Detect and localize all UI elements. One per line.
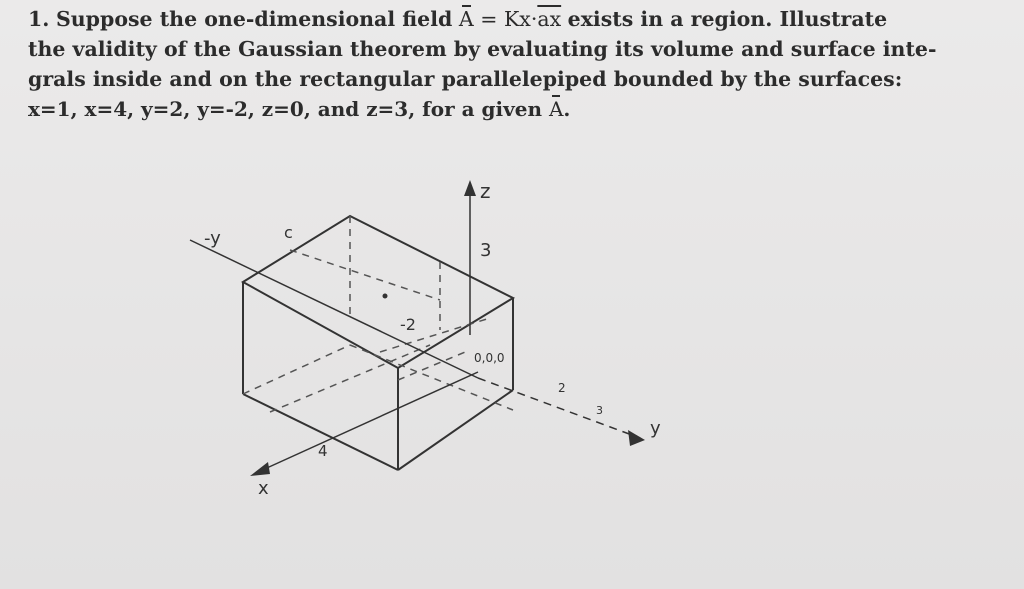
final-period: . xyxy=(563,97,571,121)
hidden-edge-inner-2 xyxy=(398,350,470,380)
problem-number: 1. xyxy=(28,7,50,31)
label-c: c xyxy=(284,223,293,242)
hidden-edge-inner-1 xyxy=(270,345,430,412)
label-x: x xyxy=(258,478,269,499)
problem-text-1a: Suppose the one-dimensional field xyxy=(55,7,453,31)
box-hidden-edges xyxy=(243,216,513,412)
center-dot xyxy=(383,294,388,299)
boundary-surfaces: x=1, x=4, y=2, y=-2, z=0, and z=3, for a given xyxy=(28,97,542,121)
vector-a-symbol-2: A xyxy=(549,94,563,124)
hidden-edge-inner-3 xyxy=(380,318,490,352)
label-neg-y: -y xyxy=(204,228,221,249)
label-y: y xyxy=(650,418,661,439)
unit-vector-ax: $\overline{ax}$ xyxy=(537,7,562,31)
label-origin: 0,0,0 xyxy=(474,351,505,365)
field-coefficient: Kx· xyxy=(503,7,538,31)
x-axis xyxy=(258,372,478,472)
y-axis-arrow-icon xyxy=(628,430,645,446)
box-edge-bottom-right xyxy=(398,390,513,470)
hidden-edge-inner-4 xyxy=(290,250,440,300)
hidden-edge-bottom-left xyxy=(243,345,350,394)
label-y-3: 3 xyxy=(596,404,603,417)
label-y-2: 2 xyxy=(558,381,566,395)
problem-line-3: grals inside and on the rectangular parallelepiped bounded by the surfaces: xyxy=(28,67,903,91)
equals-sign: = xyxy=(480,7,498,31)
z-axis-arrow-icon xyxy=(464,180,476,196)
label-neg-2: -2 xyxy=(400,315,416,334)
label-x-4: 4 xyxy=(318,442,328,460)
vector-a-symbol: A xyxy=(459,4,474,34)
label-z: z xyxy=(480,179,491,203)
box-solid-edges xyxy=(243,216,513,470)
problem-line-2: the validity of the Gaussian theorem by evaluating its volume and surface inte- xyxy=(28,37,937,61)
neg-y-axis xyxy=(190,240,478,378)
problem-text-1b: exists in a region. Illustrate xyxy=(567,7,888,31)
label-z-3: 3 xyxy=(480,240,492,261)
x-axis-arrow-icon xyxy=(250,462,270,476)
